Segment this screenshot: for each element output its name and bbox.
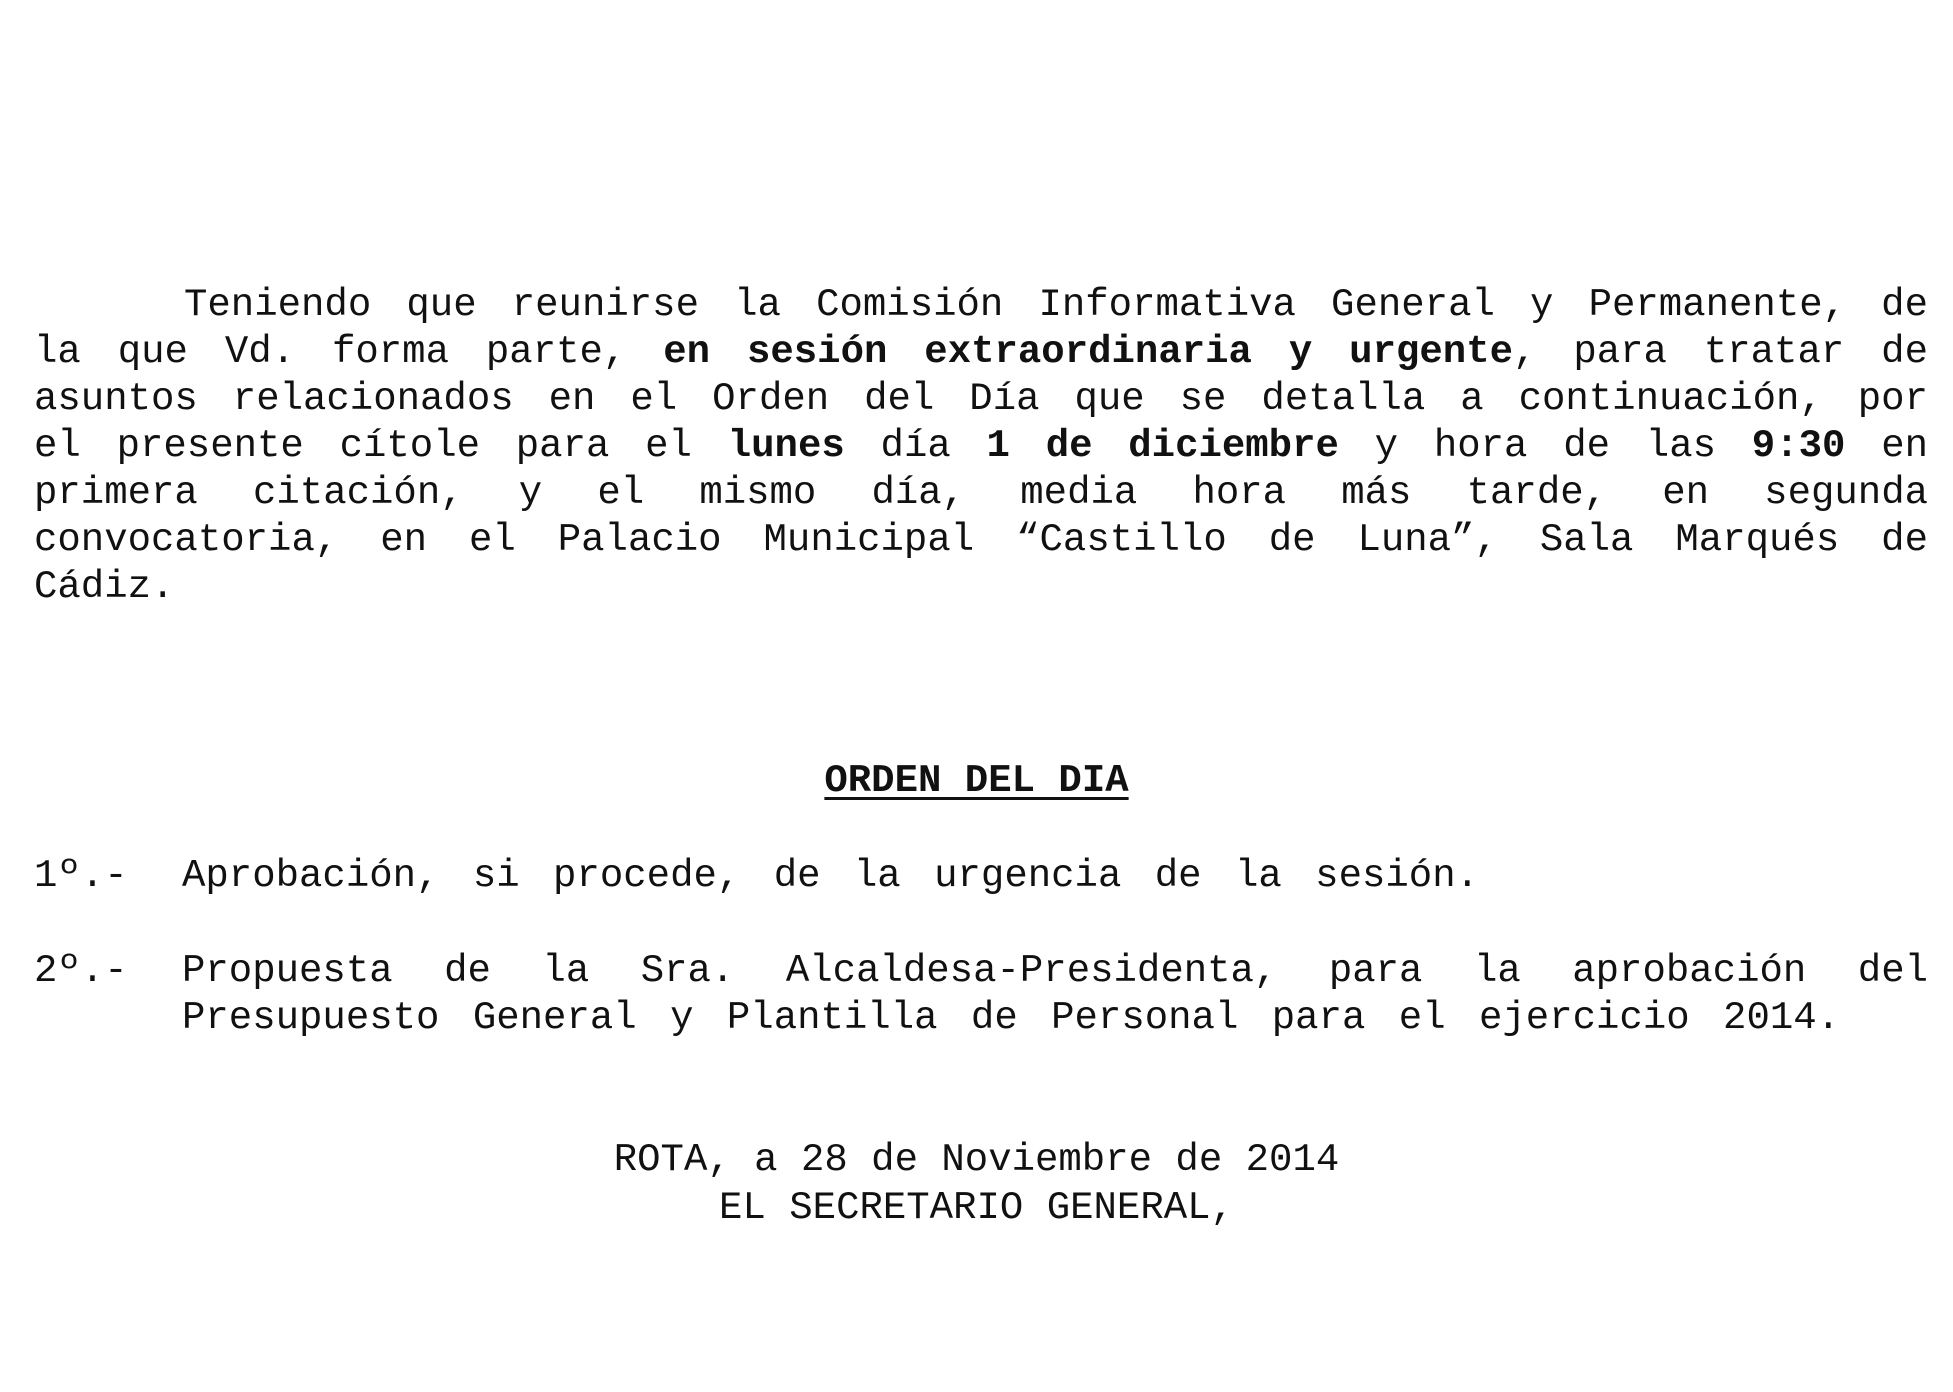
- signature-role: EL SECRETARIO GENERAL,: [719, 1186, 1234, 1230]
- convocation-paragraph: [34, 282, 1928, 611]
- intro-text: en primera citación, y el mismo día, media hora más tarde, en segunda convocatoria, en el Palacio Municipal “Castillo de Luna”, Sala Marqués de Cádiz.: [34, 424, 1928, 609]
- agenda-item-text: Propuesta de la Sra. Alcaldesa-Presidenta, para la aprobación del Presupuesto General y Plantilla de Personal para el ejercicio 2014.: [182, 949, 1928, 1040]
- intro-text: y hora de las: [1338, 424, 1752, 468]
- agenda-item-number: 2º.-: [34, 949, 128, 993]
- agenda-item: [34, 853, 1928, 900]
- meeting-weekday: lunes: [727, 424, 845, 468]
- meeting-date: 1 de diciembre: [986, 424, 1339, 468]
- session-type-emphasis: en sesión extraordinaria y urgente: [663, 330, 1513, 374]
- agenda-title: ORDEN DEL DIA: [824, 759, 1129, 803]
- agenda-item-number: 1º.-: [34, 854, 128, 898]
- intro-text: día: [844, 424, 987, 468]
- intro-text: , para tratar de asuntos relacionados en el Orden del Día que se detalla a continuación, por el presente cítole para el: [34, 330, 1928, 468]
- agenda-item-text: Aprobación, si procede, de la urgencia de la sesión.: [182, 854, 1479, 898]
- intro-text: Teniendo que reunirse la Comisión Informativa General y Permanente, de la que Vd. forma parte,: [34, 283, 1928, 374]
- signature-place-date: ROTA, a 28 de Noviembre de 2014: [613, 1138, 1340, 1182]
- meeting-time: 9:30: [1751, 424, 1846, 468]
- agenda-item: [34, 948, 1928, 1042]
